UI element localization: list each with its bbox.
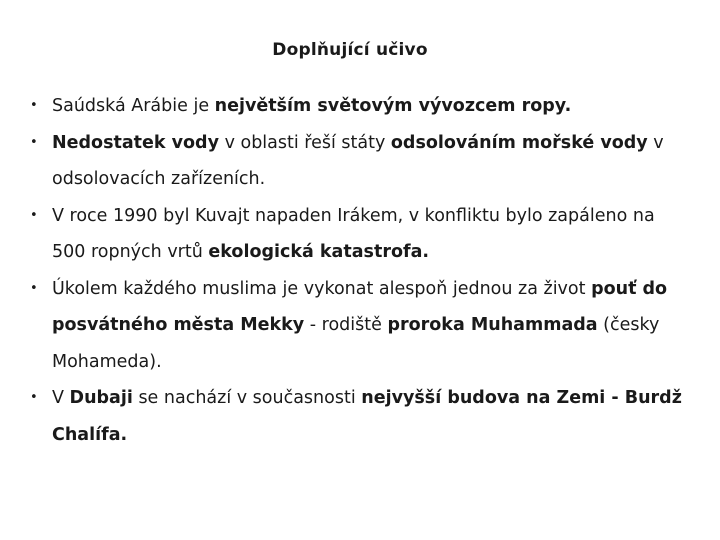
list-item [30, 380, 690, 453]
bullet-icon: • [30, 98, 38, 113]
item-text-bold: proroka Muhammada [387, 315, 598, 335]
item-text: se nachází v současnosti [132, 388, 362, 408]
item-text: - rodiště [304, 315, 388, 335]
list-item [30, 88, 690, 125]
list-item [30, 125, 690, 198]
list-item [30, 271, 690, 381]
item-text-bold: největším světovým vývozcem ropy. [214, 96, 572, 116]
item-text-bold: nejvyšší budova na Zemi - Burdž Chalífa. [52, 388, 682, 445]
bullet-icon: • [30, 134, 38, 150]
item-text-bold: odsolováním mořské vody [390, 132, 648, 153]
bullet-icon: • [30, 390, 38, 405]
item-text: (česky Mohameda). [52, 315, 660, 372]
item-text: Úkolem každého muslima je vykonat alespoň jednou za život [52, 278, 592, 299]
item-text: Saúdská Arábie je [52, 96, 215, 116]
bullet-icon: • [30, 280, 38, 296]
bullet-list [30, 88, 690, 453]
list-item [30, 198, 690, 271]
bullet-icon: • [30, 207, 38, 223]
item-text-bold: Dubaji [69, 388, 133, 408]
item-text-bold: ekologická katastrofa. [208, 242, 430, 262]
item-text-bold: pouť do posvátného města Mekky [52, 278, 668, 335]
page-title: Doplňující učivo [272, 40, 428, 60]
item-text-bold: Nedostatek vody [52, 132, 219, 153]
item-text: v oblasti řeší státy [219, 132, 391, 153]
item-text: V roce 1990 byl Kuvajt napaden Irákem, v konfliktu bylo zapáleno na 500 ropných vrtů [52, 205, 655, 262]
item-text: V [52, 388, 70, 408]
item-text: v odsolovacích zařízeních. [52, 132, 664, 189]
